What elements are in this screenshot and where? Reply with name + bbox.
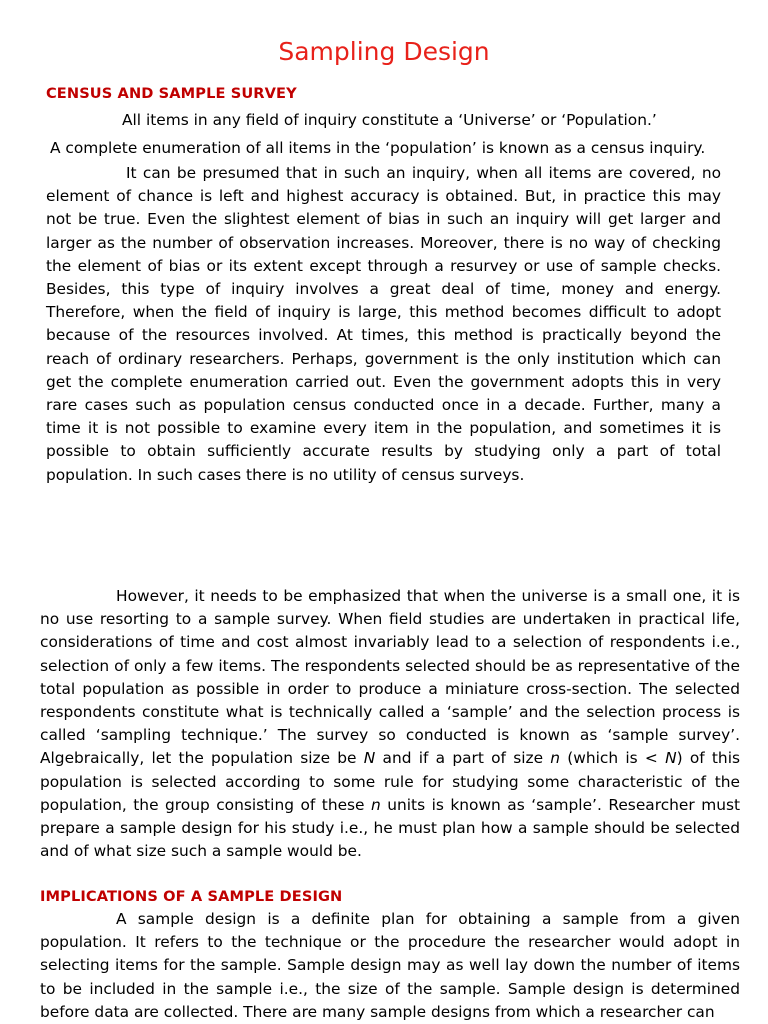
paragraph-sample-design: A sample design is a definite plan for obtaining a sample from a given population. It refers to the technique or the procedure the researcher would adopt in selecting items for the sample. Sample design may as well lay down the number of items to be included in the sample i.e., the size of the sample. Sample design is determined before data are collected. There are many sample designs from which a researcher can xyxy=(40,910,740,1021)
paragraph-text: and if a part of size xyxy=(375,749,551,768)
paragraph-sample-survey xyxy=(40,585,740,863)
variable-sample-size: n xyxy=(550,749,561,768)
variable-population-size: N xyxy=(363,749,376,768)
paragraph-census-inquiry: It can be presumed that in such an inquiry, when all items are covered, no element of chance is left and highest accuracy is obtained. But, in practice this may not be true. Even the slightest element of bias in such an inquiry will get larger and larger as the number of observation increases. Moreover, there is no way of checking the element of bias or its extent except through a resurvey or use of sample checks. Besides, this type of inquiry involves a great deal of time, money and energy. Therefore, when the field of inquiry is large, this method becomes difficult to adopt because of the resources involved. At times, this method is practically beyond the reach of ordinary researchers. Perhaps, government is the only institution which can get the complete enumeration carried out. Even the government adopts this in very rare cases such as population census conducted once in a decade. Further, many a time it is not possible to examine every item in the population, and sometimes it is possible to obtain sufficiently accurate results by studying only a part of total population. In such cases there is no utility of census surveys. xyxy=(46,164,721,484)
intro-line-census: A complete enumeration of all items in the ‘population’ is known as a census inquiry. xyxy=(50,139,706,157)
paragraph-text: ) of this population is selected according to some rule for studying some characteristic of the population, the group consisting of these xyxy=(40,749,740,814)
paragraph-text: (which is < xyxy=(560,749,666,768)
section-heading-census: CENSUS AND SAMPLE SURVEY xyxy=(46,85,297,102)
document-title: Sampling Design xyxy=(278,37,490,66)
section-heading-implications: IMPLICATIONS OF A SAMPLE DESIGN xyxy=(40,888,343,905)
intro-line-universe: All items in any field of inquiry constitute a ‘Universe’ or ‘Population.’ xyxy=(122,111,657,129)
paragraph-text: However, it needs to be emphasized that when the universe is a small one, it is no use resorting to a sample survey. When field studies are undertaken in practical life, considerations of time and cost almost invariably lead to a selection of respondents i.e., selection of only a few items. The respondents selected should be as representative of the total population as possible in order to produce a miniature cross-section. The selected respondents constitute what is technically called a ‘sample’ and the selection process is called ‘sampling technique.’ The survey so conducted is known as ‘sample survey’. Algebraically, let the population size be xyxy=(40,587,740,768)
variable-sample-size: n xyxy=(371,795,381,814)
variable-population-size: N xyxy=(665,749,677,768)
paragraph-text: units is known as ‘sample’. Researcher must prepare a sample design for his study i.e., he must plan how a sample should be selected and of what size such a sample would be. xyxy=(40,795,740,861)
